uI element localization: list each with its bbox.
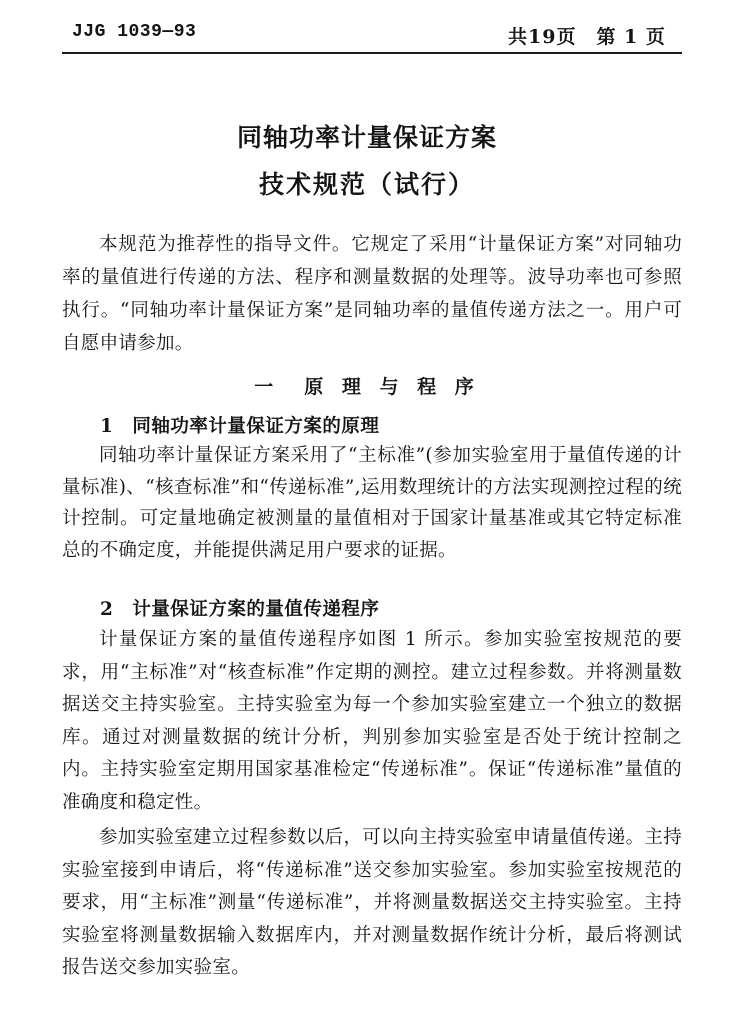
- subsection-2-heading: 2 计量保证方案的量值传递程序: [100, 599, 380, 620]
- document-title: 同轴功率计量保证方案: [236, 123, 497, 152]
- document-subtitle: 技术规范（试行）: [258, 170, 475, 199]
- subsection-2-paragraph-2: 参加实验室建立过程参数以后，可以向主持实验室申请量值传递。主持实验室接到申请后，将“传递标准”送交参加实验室。参加实验室按规范的要求，用“主标准”测量“传递标准”，并将测量数据送交主持实验室。主持实验室将测量数据输入数据库内，并对测量数据作统计分析，最后将测试报告送交参加实验室。: [62, 827, 682, 978]
- standard-code: JJG 1039—93: [72, 22, 197, 42]
- intro-paragraph: 本规范为推荐性的指导文件。它规定了采用“计量保证方案”对同轴功率的量值进行传递的方法、程序和测量数据的处理等。波导功率也可参照执行。“同轴功率计量保证方案”是同轴功率的量值传递方法之一。用户可自愿申请参加。: [62, 234, 682, 354]
- section-title: 一 原 理 与 程 序: [254, 376, 480, 398]
- page-info: 共19页 第 1 页: [508, 26, 666, 48]
- header-divider: [62, 52, 682, 54]
- subsection-1-paragraph: 同轴功率计量保证方案采用了“主标准”(参加实验室用于量值传递的计量标准)、“核查标准”和“传递标准”,运用数理统计的方法实现测控过程的统计控制。可定量地确定被测量的量值相对于国家计量基准或其它特定标准总的不确定度，并能提供满足用户要求的证据。: [62, 445, 682, 561]
- subsection-1-heading: 1 同轴功率计量保证方案的原理: [100, 416, 380, 437]
- subsection-2-paragraph-1: 计量保证方案的量值传递程序如图 1 所示。参加实验室按规范的要求，用“主标准”对“核查标准”作定期的测控。建立过程参数。并将测量数据送交主持实验室。主持实验室为每一个参加实验室建立一个独立的数据库。通过对测量数据的统计分析，判别参加实验室是否处于统计控制之内。主持实验室定期用国家基准检定“传递标准”。保证“传递标准”量值的准确度和稳定性。: [62, 629, 682, 813]
